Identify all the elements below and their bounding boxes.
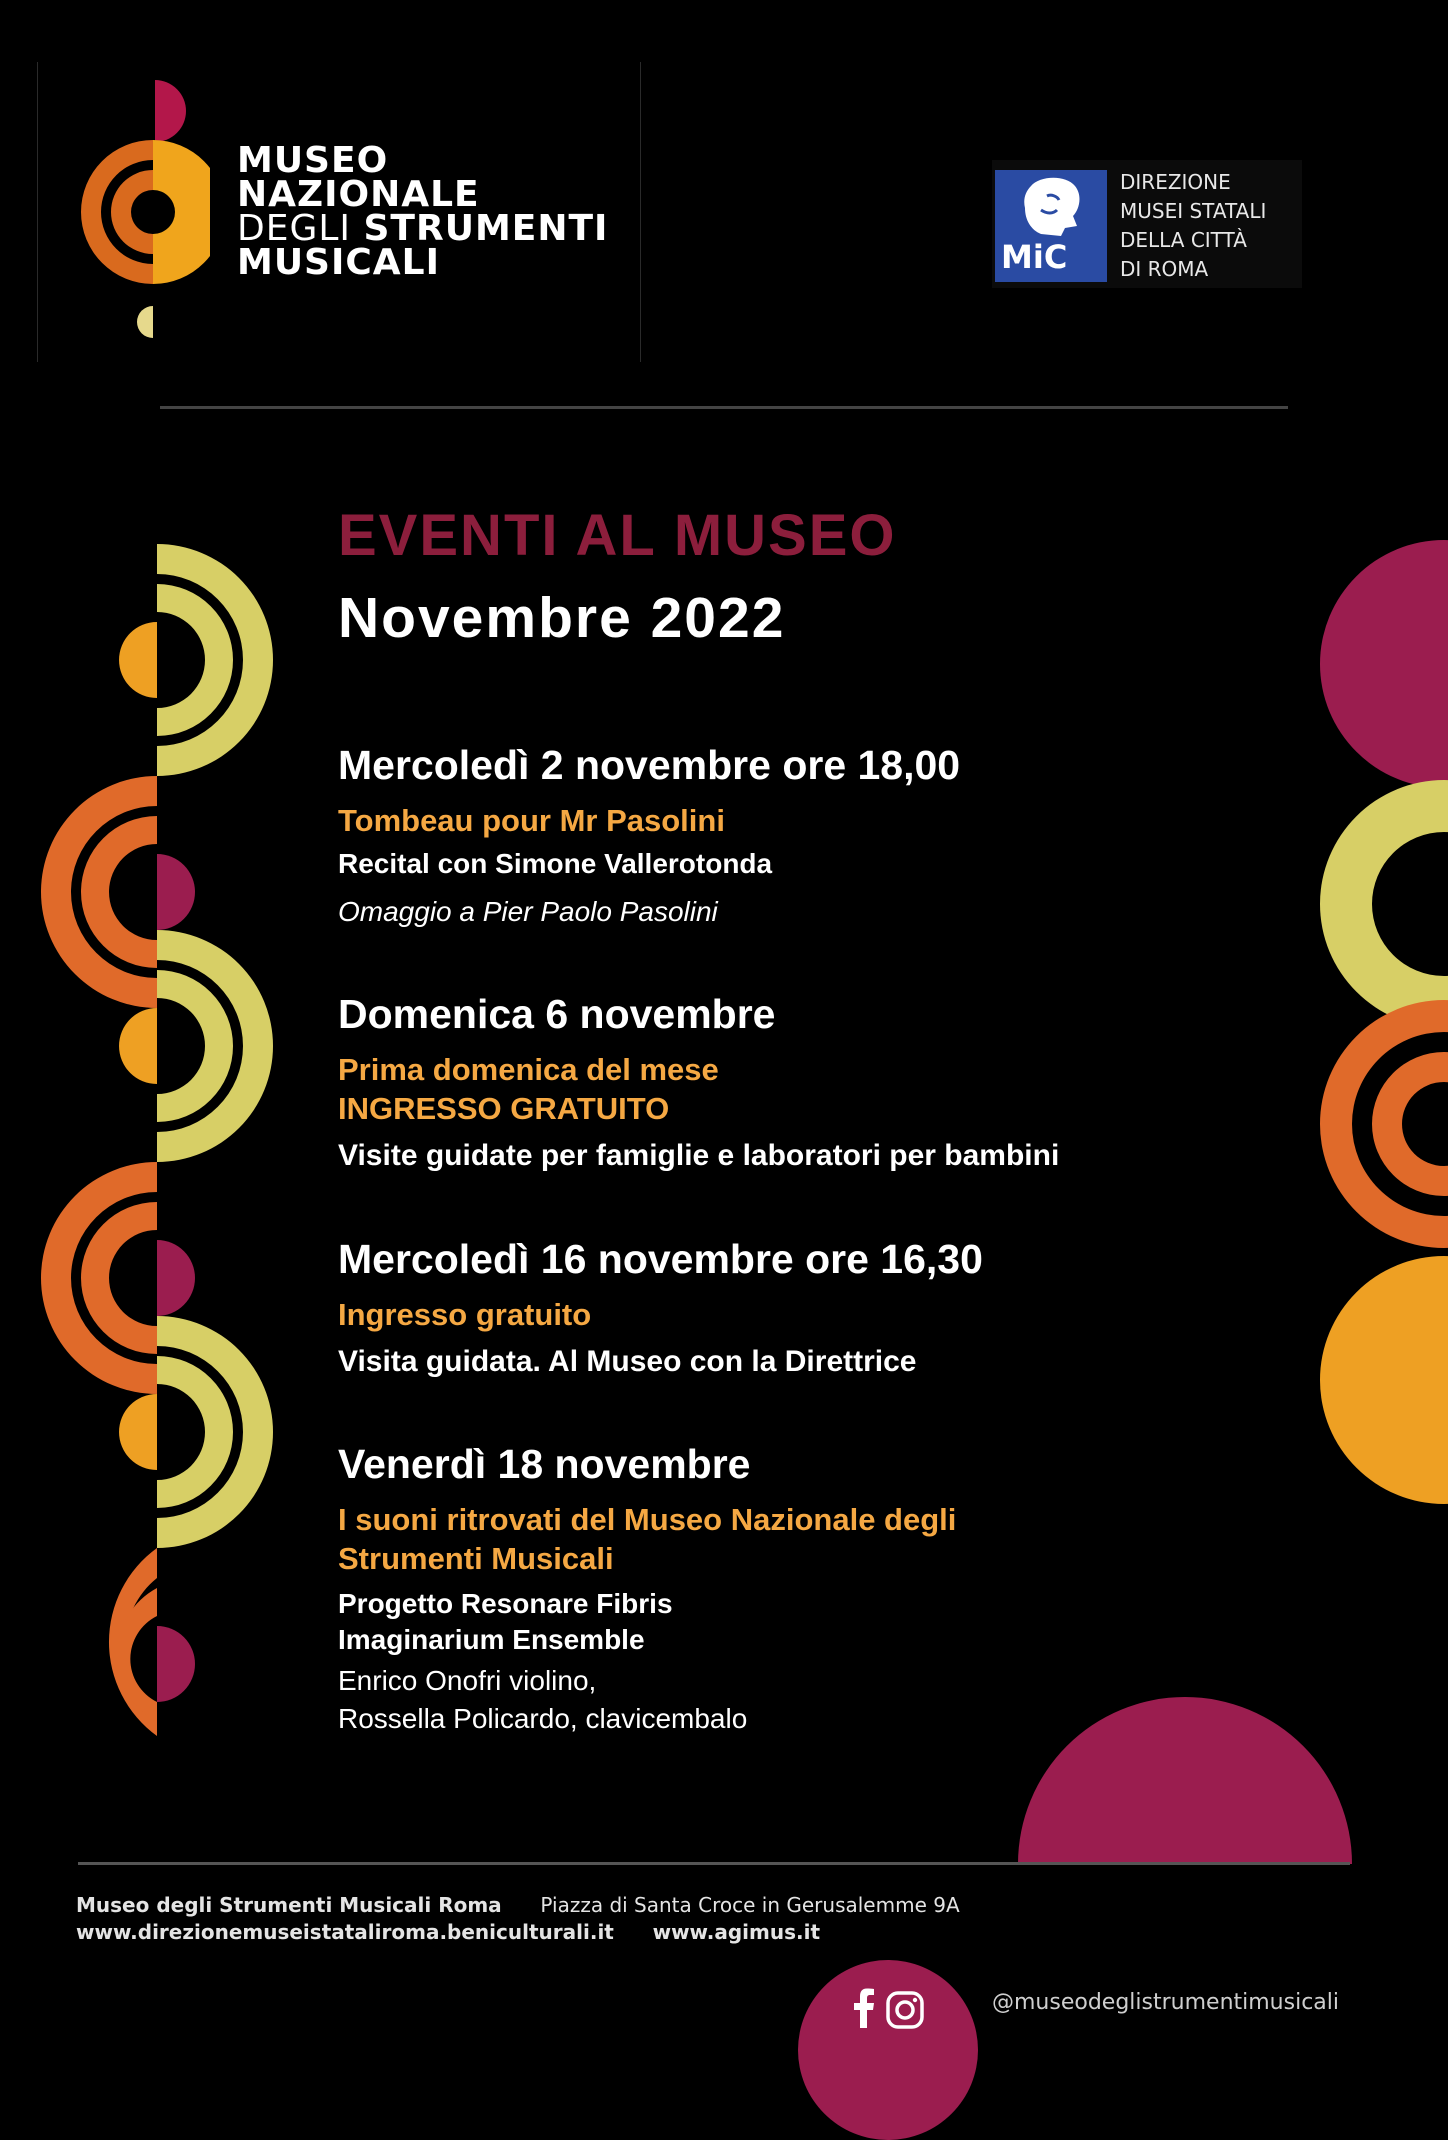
- event-highlight: Tombeau pour Mr Pasolini: [338, 803, 725, 838]
- logo-word-strumenti: STRUMENTI: [363, 208, 609, 249]
- event-2: [338, 991, 1238, 1174]
- event-performer: Rossella Policardo, clavicembalo: [338, 1703, 748, 1734]
- mic-logo: [992, 160, 1302, 288]
- event-highlight: Strumenti Musicali: [338, 1541, 614, 1576]
- statue-head-icon: [1017, 176, 1087, 238]
- footer-line-2: [76, 1920, 820, 1944]
- footer-website-2[interactable]: www.agimus.it: [652, 1920, 821, 1944]
- event-3: [338, 1236, 1238, 1380]
- event-4: [338, 1441, 1238, 1738]
- footer-social-handle[interactable]: @museodeglistrumentimusicali: [992, 1990, 1339, 2015]
- logo-line-nazionale: NAZIONALE: [237, 174, 480, 215]
- event-detail: Imaginarium Ensemble: [338, 1624, 645, 1655]
- mic-line-2: MUSEI STATALI: [1120, 199, 1267, 223]
- mic-logo-text: [1120, 168, 1266, 284]
- event-1: [338, 742, 1238, 928]
- event-date: Venerdì 18 novembre: [338, 1441, 751, 1487]
- facebook-icon[interactable]: [853, 1988, 875, 2028]
- social-disc: [798, 1960, 978, 2140]
- event-note: Omaggio a Pier Paolo Pasolini: [338, 896, 718, 927]
- mic-line-3: DELLA CITTÀ: [1120, 228, 1247, 252]
- mic-line-4: DI ROMA: [1120, 257, 1209, 281]
- footer-line-1: [76, 1893, 960, 1917]
- page-title: Novembre 2022: [338, 586, 786, 650]
- footer-address: Piazza di Santa Croce in Gerusalemme 9A: [540, 1893, 960, 1917]
- event-highlight: Ingresso gratuito: [338, 1297, 592, 1332]
- event-highlight: Prima domenica del mese: [338, 1052, 719, 1087]
- logo-line-museo: MUSEO: [237, 140, 389, 181]
- event-date: Mercoledì 2 novembre ore 18,00: [338, 742, 961, 788]
- event-detail: Visite guidate per famiglie e laboratori per bambini: [338, 1139, 1060, 1172]
- header-mid-divider: [640, 62, 641, 362]
- mic-badge-text: MiC: [1001, 238, 1068, 276]
- mic-badge: [995, 170, 1107, 282]
- footer-museum-name: Museo degli Strumenti Musicali Roma: [76, 1893, 502, 1917]
- event-performer: Enrico Onofri violino,: [338, 1665, 597, 1696]
- event-highlight: I suoni ritrovati del Museo Nazionale degli: [338, 1502, 957, 1537]
- logo-word-degli: DEGLI: [237, 208, 352, 249]
- events-kicker: EVENTI AL MUSEO: [338, 503, 897, 568]
- logo-line-musicali: MUSICALI: [237, 242, 440, 283]
- event-detail: Visita guidata. Al Museo con la Direttrice: [338, 1345, 917, 1378]
- event-detail: Progetto Resonare Fibris: [338, 1588, 673, 1619]
- event-date: Domenica 6 novembre: [338, 991, 776, 1037]
- event-highlight: INGRESSO GRATUITO: [338, 1091, 670, 1126]
- event-date: Mercoledì 16 novembre ore 16,30: [338, 1236, 983, 1282]
- footer-website-1[interactable]: www.direzionemuseistataliroma.beniculturali.it: [76, 1920, 614, 1944]
- instagram-icon[interactable]: [886, 1991, 924, 2029]
- museum-logo-text: [237, 140, 609, 283]
- mic-line-1: DIREZIONE: [1120, 170, 1231, 194]
- header-left-divider: [37, 62, 38, 362]
- treble-clef-icon: [80, 78, 210, 340]
- footer-rule: [78, 1862, 1350, 1865]
- event-detail: Recital con Simone Vallerotonda: [338, 848, 773, 879]
- logo-line-degli-strumenti: [237, 208, 609, 249]
- left-decorative-circles: [40, 540, 280, 1740]
- header-rule: [160, 406, 1288, 409]
- right-decorative-circles: [1320, 540, 1448, 1520]
